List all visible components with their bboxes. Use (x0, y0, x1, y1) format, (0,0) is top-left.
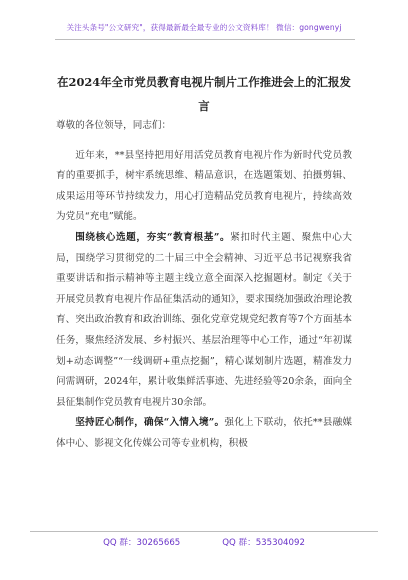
footer-divider (30, 531, 378, 532)
header-divider (55, 39, 355, 40)
paragraph-core-topic-heading: 围绕核心选题，夯实“教育根基”。 (75, 231, 231, 243)
footer (0, 536, 408, 548)
paragraph-core-topic (56, 228, 352, 413)
paragraph-craft-heading: 坚持匠心制作，确保“入情入境”。 (75, 417, 225, 429)
paragraph-core-topic-body: 紧扣时代主题、聚焦中心大局，围绕学习贯彻党的二十届三中全会精神、习近平总书记视察我省重要讲话和指示精神等主题主线立意全面深入挖掘题材。制定《关于开展党员教育电视片作品征集活动的通知》，要求围绕加强政治理论教育、突出政治教育和政治训练、强化党章党规党纪教育等7个方面基本任务，聚焦经济发展、乡村振兴、基层治理等中心工作，通过“年初谋划+动态调整”“一线调研+重点挖掘”，精心谋划制片选题，精准发力问需调研，2024年，累计收集鲜活事迹、先进经验等20余条，面向全县征集制作党员教育电视片30余部。 (56, 231, 352, 408)
footer-qq-group-2: QQ 群：535304092 (222, 538, 305, 548)
paragraph-craft (56, 413, 352, 454)
header-banner: 关注头条号"公文研究"，获得最新最全最专业的公文资料库！ 微信：gongwenyj (66, 23, 342, 32)
paragraph-craft-body: 强化上下联动，依托**县融媒体中心、影视文化传媒公司等专业机构，积极 (56, 417, 352, 449)
document-title: 在2024年全市党员教育电视片制片工作推进会上的汇报发言 (57, 75, 351, 113)
paragraph-intro: 近年来，**县坚持把用好用活党员教育电视片作为新时代党员教育的重要抓手，树牢系统思维、精品意识，在选题策划、拍摄剪辑、成果运用等环节持续发力，用心打造精品党员教育电视片，持续高效为党员“充电”赋能。 (56, 149, 352, 223)
document-body (56, 116, 352, 455)
footer-qq-group-1: QQ 群：30265665 (103, 538, 181, 548)
salutation: 尊敬的各位领导，同志们： (56, 120, 172, 131)
